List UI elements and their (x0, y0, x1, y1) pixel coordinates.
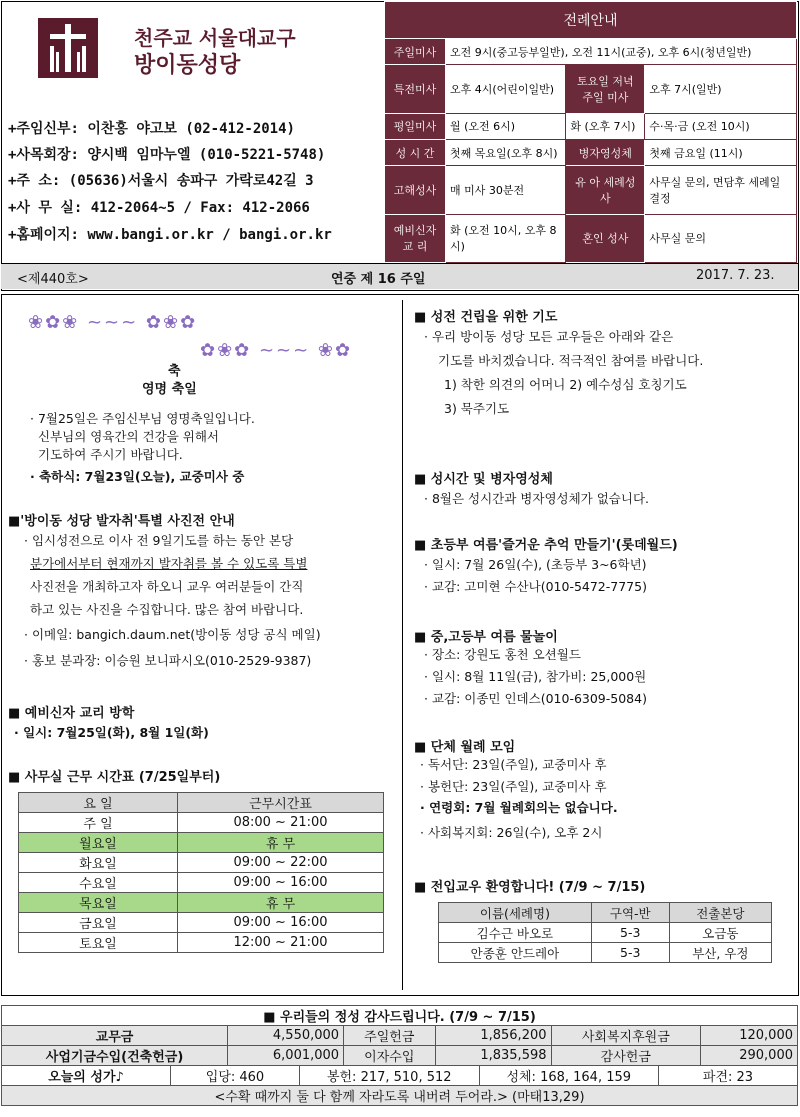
table-row (2, 1066, 798, 1086)
liturgy-caption: 전례안내 (385, 2, 797, 39)
table-row (439, 923, 772, 943)
office-hours-title: ■ 사무실 근무 시간표 (7/25일부터) (8, 770, 221, 785)
prayer-line: 기도를 바치겠습니다. 적극적인 참여를 바랍니다. (438, 353, 704, 368)
group-meeting-line: · 독서단: 23일(주일), 교중미사 후 (420, 757, 607, 772)
info-homepage[interactable]: +홈페이지: www.bangi.or.kr / bangi.or.kr (8, 227, 332, 243)
issue-number: <제440호> (17, 272, 89, 287)
org-name: 천주교 서울대교구 (134, 26, 296, 50)
table-row (19, 833, 384, 853)
office-head: 근무시간표 (178, 793, 384, 813)
welcome-head: 전출본당 (669, 903, 771, 923)
liturgy-value: 첫째 금요일 (11시) (645, 139, 797, 165)
youth-title: ■ 중,고등부 여름 물놀이 (414, 630, 558, 645)
table-row (19, 933, 384, 953)
office-time: 09:00 ~ 16:00 (178, 873, 384, 893)
photo-line: · 임시성전으로 이사 전 9일기도를 하는 동안 본당 (24, 533, 294, 548)
hymn-recessional: 파견: 23 (659, 1066, 798, 1086)
elementary-title: ■ 초등부 여름'즐거운 추억 만들기'(롯데월드) (414, 538, 678, 553)
offering-value: 290,000 (701, 1046, 798, 1066)
hymn-offertory: 봉헌: 217, 510, 512 (300, 1066, 480, 1086)
prayer-title: ■ 성전 건립을 위한 기도 (414, 310, 558, 325)
liturgy-head: 예비신자 교 리 (385, 214, 446, 262)
offering-label: 이자수입 (344, 1046, 435, 1066)
photo-line: 사진전을 개최하고자 하오니 교우 여러분들이 간직 (30, 579, 304, 594)
issue-bar (1, 263, 798, 289)
office-time: 휴 무 (178, 893, 384, 913)
thanks-title: ■ 우리들의 정성 감사드립니다. (7/9 ~ 7/15) (2, 1006, 798, 1026)
hymn-communion: 성체: 168, 164, 159 (479, 1066, 659, 1086)
table-row (19, 813, 384, 833)
photo-line: 분가에서부터 현재까지 발자취를 볼 수 있도록 특별 (30, 556, 308, 571)
youth-line: · 장소: 강원도 홍천 오션월드 (424, 647, 581, 662)
table-row (2, 1046, 798, 1066)
info-office: +사 무 실: 412-2064~5 / Fax: 412-2066 (8, 200, 310, 216)
feast-line: · 7월25일은 주임신부님 영명축일입니다. (30, 411, 255, 426)
welcome-title: ■ 전입교우 환영합니다! (7/9 ~ 7/15) (414, 880, 646, 895)
prayer-line: 3) 묵주기도 (444, 401, 510, 416)
liturgy-value: 오전 9시(중고등부일반), 오전 11시(교중), 오후 6시(청년일반) (446, 39, 797, 65)
prayer-line: 1) 착한 의견의 어머니 2) 예수성심 호칭기도 (444, 377, 687, 392)
holy-hour-title: ■ 성시간 및 병자영성체 (414, 472, 553, 487)
parish-name: 방이동성당 (134, 52, 241, 78)
offering-value: 1,835,598 (435, 1046, 551, 1066)
liturgical-sunday: 연중 제 16 주일 (331, 272, 426, 287)
catechumen-title: ■ 예비신자 교리 방학 (8, 706, 135, 721)
holy-hour-line: · 8월은 성시간과 병자영성체가 없습니다. (424, 491, 649, 506)
offering-value: 1,856,200 (435, 1026, 551, 1046)
liturgy-head: 성 시 간 (385, 139, 446, 165)
table-row (2, 1026, 798, 1046)
liturgy-value: 사무실 문의 (645, 214, 797, 262)
feast-subtitle: 영명 축일 (142, 382, 197, 397)
info-address: +주 소: (05636)서울시 송파구 가락로42길 3 (8, 173, 314, 189)
elementary-line: · 교감: 고미현 수산나(010-5472-7775) (424, 579, 647, 594)
issue-date: 2017. 7. 23. (696, 268, 775, 283)
feast-line: · 축하식: 7월23일(오늘), 교중미사 중 (30, 469, 245, 484)
table-row (19, 853, 384, 873)
office-time: 휴 무 (178, 833, 384, 853)
office-time: 12:00 ~ 21:00 (178, 933, 384, 953)
scripture-verse: <수확 때까지 둘 다 함께 자라도록 내버려 두어라.> (마태13,29) (2, 1086, 798, 1106)
offering-section (1, 1005, 798, 1115)
office-time: 09:00 ~ 22:00 (178, 853, 384, 873)
welcome-cell: 부산, 우정 (669, 943, 771, 963)
parish-logo-icon (38, 18, 98, 78)
liturgy-head: 토요일 저녁 주일 미사 (566, 65, 645, 113)
welcome-cell: 5-3 (591, 943, 669, 963)
office-day: 주 일 (19, 813, 178, 833)
hymn-entrance: 입당: 460 (171, 1066, 300, 1086)
offering-value: 120,000 (701, 1026, 798, 1046)
youth-line: · 일시: 8월 11일(금), 참가비: 25,000원 (424, 669, 647, 684)
liturgy-value: 월 (오전 6시) (446, 113, 566, 139)
table-row (19, 873, 384, 893)
office-head: 요 일 (19, 793, 178, 813)
liturgy-value: 화 (오전 10시, 오후 8시) (446, 214, 566, 262)
offering-value: 4,550,000 (228, 1026, 344, 1046)
liturgy-value: 오후 4시(어린이일반) (446, 65, 566, 113)
welcome-cell: 김수근 바오로 (439, 923, 592, 943)
office-day: 목요일 (19, 893, 178, 913)
liturgy-head: 병자영성체 (566, 139, 645, 165)
office-day: 수요일 (19, 873, 178, 893)
feast-title: 축 (168, 364, 181, 379)
table-row (19, 913, 384, 933)
welcome-cell: 5-3 (591, 923, 669, 943)
prayer-line: · 우리 방이동 성당 모든 교우들은 아래와 같은 (424, 329, 674, 344)
office-day: 월요일 (19, 833, 178, 853)
catechumen-line: · 일시: 7월25일(화), 8월 1일(화) (14, 725, 209, 740)
photo-line: 하고 있는 사진을 수집합니다. 많은 참여 바랍니다. (30, 602, 304, 617)
liturgy-value: 화 (오후 7시) (566, 113, 645, 139)
photo-title: ■'방이동 성당 발자취'특별 사진전 안내 (8, 514, 235, 529)
office-time: 09:00 ~ 16:00 (178, 913, 384, 933)
group-meeting-line: · 연령회: 7월 월례회의는 없습니다. (420, 800, 618, 815)
feast-line: 기도하여 주시기 바랍니다. (38, 447, 183, 462)
table-row (439, 943, 772, 963)
welcome-cell: 안종훈 안드레아 (439, 943, 592, 963)
office-hours-table (18, 792, 384, 953)
group-meeting-line: · 사회복지회: 26일(수), 오후 2시 (420, 825, 603, 840)
offering-label: 교무금 (2, 1026, 228, 1046)
group-meeting-line: · 봉헌단: 23일(주일), 교중미사 후 (420, 779, 607, 794)
liturgy-value: 첫째 목요일(오후 8시) (446, 139, 566, 165)
youth-line: · 교감: 이종민 인데스(010-6309-5084) (424, 691, 647, 706)
liturgy-head: 혼인 성사 (566, 214, 645, 262)
welcome-head: 이름(세례명) (439, 903, 592, 923)
liturgy-value: 수·목·금 (오전 10시) (645, 113, 797, 139)
offering-label: 주일헌금 (344, 1026, 435, 1046)
group-meeting-title: ■ 단체 월례 모임 (414, 740, 516, 755)
offering-label: 감사헌금 (551, 1046, 701, 1066)
info-pastor: +주임신부: 이찬홍 야고보 (02-412-2014) (8, 121, 295, 137)
office-day: 토요일 (19, 933, 178, 953)
info-president: +사목회장: 양시백 임마누엘 (010-5221-5748) (8, 147, 326, 163)
office-day: 금요일 (19, 913, 178, 933)
welcome-cell: 오금동 (669, 923, 771, 943)
office-day: 화요일 (19, 853, 178, 873)
liturgy-value: 사무실 문의, 면담후 세례일 결정 (645, 166, 797, 214)
feast-line: 신부님의 영육간의 건강을 위해서 (38, 429, 219, 444)
liturgy-guide (384, 1, 797, 263)
liturgy-head: 특전미사 (385, 65, 446, 113)
flower-ornament-icon: ❀✿❀ ~~~ ✿❀✿ (28, 312, 198, 333)
elementary-line: · 일시: 7월 26일(수), (초등부 3~6학년) (424, 557, 647, 572)
liturgy-head: 유 아 세례성사 (566, 166, 645, 214)
photo-line: · 이메일: bangich.daum.net(방이동 성당 공식 메일) (24, 627, 321, 642)
table-row (19, 893, 384, 913)
welcome-head: 구역-반 (591, 903, 669, 923)
hymn-label: 오늘의 성가♪ (2, 1066, 171, 1086)
office-time: 08:00 ~ 21:00 (178, 813, 384, 833)
liturgy-head: 고해성사 (385, 166, 446, 214)
column-divider (402, 300, 403, 990)
offering-label: 사업기금수입(건축헌금) (2, 1046, 228, 1066)
flower-ornament-icon: ✿❀✿ ~~~ ❀✿ (200, 340, 353, 361)
welcome-table (438, 902, 772, 963)
offering-value: 6,001,000 (228, 1046, 344, 1066)
liturgy-value: 매 미사 30분전 (446, 166, 566, 214)
offering-label: 사회복지후원금 (551, 1026, 701, 1046)
photo-line: · 홍보 분과장: 이승원 보니파시오(010-2529-9387) (24, 653, 312, 668)
liturgy-head: 평일미사 (385, 113, 446, 139)
liturgy-value: 오후 7시(일반) (645, 65, 797, 113)
liturgy-head: 주일미사 (385, 39, 446, 65)
